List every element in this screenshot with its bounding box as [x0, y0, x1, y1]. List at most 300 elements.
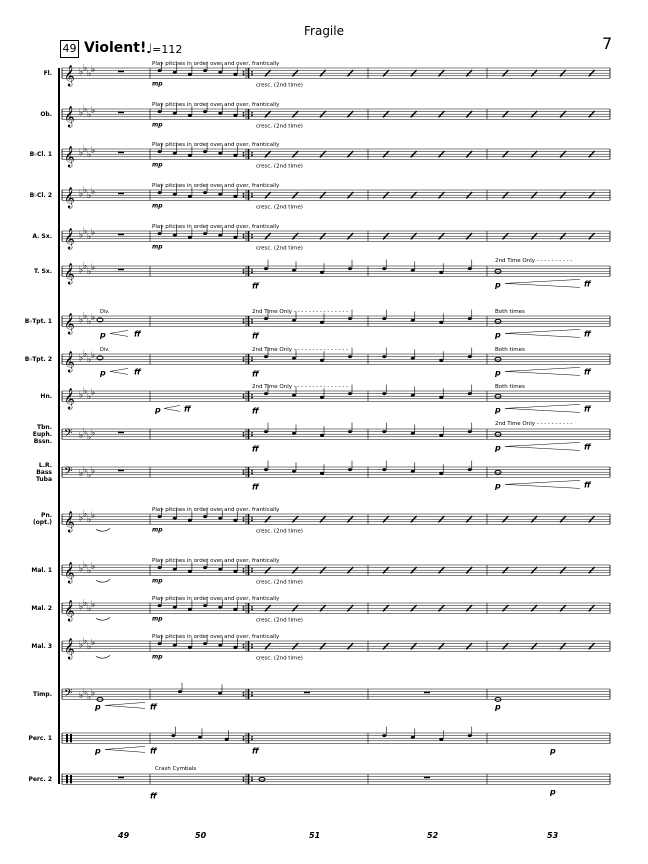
- frantic-note: [158, 515, 162, 518]
- bass-clef-icon: 𝄢: [64, 465, 73, 481]
- repeat-dot: [243, 470, 245, 472]
- treble-clef-icon: 𝄞: [64, 638, 75, 660]
- repeat-dot: [251, 322, 253, 324]
- frantic-note: [173, 568, 177, 571]
- staff-label: Perc. 1: [28, 734, 52, 742]
- whole-rest: [118, 269, 124, 271]
- dynamic-ff: ff: [252, 746, 259, 756]
- dynamic-ff: ff: [150, 791, 157, 801]
- flat-icon: ♭: [91, 351, 96, 361]
- repeat-dot: [251, 71, 253, 73]
- accented-note: [382, 267, 386, 270]
- repeat-dot: [243, 155, 245, 157]
- whole-rest: [118, 112, 124, 114]
- perc-note: [439, 738, 443, 741]
- frantic-note: [203, 69, 207, 72]
- dynamic-ff: ff: [252, 482, 259, 492]
- staff-16: [62, 733, 610, 743]
- flat-icon: ♭: [87, 149, 92, 160]
- repeat-dot: [243, 397, 245, 399]
- dynamic-ff: ff: [584, 480, 591, 490]
- repeat-dot: [243, 644, 245, 646]
- repeat-dot: [251, 692, 253, 694]
- dynamic-p: p: [495, 443, 501, 453]
- second-time-only-annotation: 2nd Time Only - - - - - - - - - -: [495, 421, 573, 427]
- accented-note: [382, 468, 386, 471]
- crescendo-hairpin: [505, 442, 580, 450]
- flat-icon: ♭: [79, 148, 84, 159]
- frantic-note: [188, 195, 192, 198]
- flat-icon: ♭: [87, 354, 92, 365]
- flat-icon: ♭: [91, 688, 96, 699]
- accented-note: [264, 430, 268, 433]
- crescendo-hairpin: [164, 405, 180, 411]
- play-pitches-annotation: Play pitches in order over and over, frantically: [152, 558, 280, 564]
- perc-note: [382, 734, 386, 737]
- flat-icon: ♭: [83, 598, 88, 609]
- frantic-note: [173, 112, 177, 115]
- staff-8: [62, 387, 610, 410]
- accented-note: [348, 430, 352, 433]
- repeat-dot: [243, 473, 245, 475]
- flat-icon: ♭: [91, 313, 96, 323]
- repeat-dot: [251, 234, 253, 236]
- staff-label: Timp.: [33, 690, 52, 698]
- repeat-dot: [251, 432, 253, 434]
- dynamic-p: p: [495, 702, 501, 712]
- flat-icon: ♭: [87, 391, 92, 402]
- frantic-note: [218, 71, 222, 74]
- staff-3: [62, 186, 610, 209]
- staff-label: B♭Cl. 2: [29, 191, 52, 199]
- accented-note: [439, 434, 443, 437]
- repeat-dot: [243, 435, 245, 437]
- flat-icon: ♭: [79, 108, 84, 119]
- frantic-note: [188, 236, 192, 239]
- staff-label: B♭Tpt. 1: [24, 317, 52, 325]
- repeat-dot: [243, 606, 245, 608]
- repeat-dot: [243, 736, 245, 738]
- repeat-dot: [243, 568, 245, 570]
- accented-note: [382, 430, 386, 433]
- frantic-note: [188, 608, 192, 611]
- accented-note: [468, 317, 472, 320]
- dynamic-mp: mp: [152, 243, 163, 251]
- frantic-note: [158, 150, 162, 153]
- dynamic-p: p: [95, 746, 101, 756]
- dynamic-ff: ff: [252, 406, 259, 416]
- flat-icon: ♭: [87, 266, 92, 277]
- flat-icon: ♭: [83, 226, 88, 237]
- repeat-dot: [251, 193, 253, 195]
- measure-number: 49: [118, 831, 130, 840]
- crescendo-hairpin: [110, 330, 128, 336]
- flat-icon: ♭: [83, 560, 88, 571]
- accented-note: [468, 430, 472, 433]
- frantic-note: [173, 193, 177, 196]
- repeat-dot: [251, 397, 253, 399]
- play-pitches-annotation: Play pitches in order over and over, frantically: [152, 61, 280, 67]
- play-pitches-annotation: Play pitches in order over and over, frantically: [152, 596, 280, 602]
- play-pitches-annotation: Play pitches in order over and over, frantically: [152, 183, 280, 189]
- dynamic-mp: mp: [152, 577, 163, 585]
- accented-note: [439, 321, 443, 324]
- frantic-note: [158, 642, 162, 645]
- frantic-note: [173, 517, 177, 520]
- flat-icon: ♭: [91, 428, 96, 439]
- treble-clef-icon: 𝄞: [64, 146, 75, 168]
- treble-clef-icon: 𝄞: [64, 600, 75, 622]
- frantic-note: [188, 73, 192, 76]
- dynamic-mp: mp: [152, 161, 163, 169]
- flat-icon: ♭: [79, 513, 84, 524]
- flat-icon: ♭: [87, 565, 92, 576]
- flat-icon: ♭: [79, 353, 84, 364]
- flat-icon: ♭: [91, 146, 96, 156]
- staff-label: T. Sx.: [33, 267, 52, 275]
- accented-note: [292, 357, 296, 360]
- accented-note: [348, 392, 352, 395]
- frantic-note: [188, 570, 192, 573]
- dynamic-ff: ff: [584, 329, 591, 339]
- repeat-dot: [243, 360, 245, 362]
- accented-note: [264, 317, 268, 320]
- dynamic-p: p: [495, 280, 501, 290]
- flat-icon: ♭: [91, 228, 96, 238]
- flat-icon: ♭: [91, 466, 96, 477]
- whole-rest: [424, 692, 430, 694]
- repeat-dot: [251, 196, 253, 198]
- accented-note: [320, 271, 324, 274]
- repeat-dot: [243, 609, 245, 611]
- flat-icon: ♭: [79, 315, 84, 326]
- accented-note: [320, 359, 324, 362]
- cresc-annotation: cresc. (2nd time): [256, 579, 303, 586]
- flat-icon: ♭: [83, 144, 88, 155]
- percussion-clef-icon: [70, 775, 72, 783]
- staff-10: [62, 465, 610, 480]
- second-time-only-annotation: 2nd Time Only - - - - - - - - - - - - - - -: [252, 384, 349, 390]
- flat-icon: ♭: [91, 65, 96, 75]
- cresc-annotation: cresc. (2nd time): [256, 528, 303, 535]
- staff-label: Ob.: [40, 110, 52, 118]
- frantic-note: [203, 566, 207, 569]
- crescendo-hairpin: [505, 404, 580, 412]
- tie: [96, 579, 110, 582]
- dynamic-ff: ff: [252, 281, 259, 291]
- cresc-annotation: cresc. (2nd time): [256, 82, 303, 89]
- frantic-note: [203, 191, 207, 194]
- staff-17: [62, 774, 610, 784]
- repeat-dot: [251, 272, 253, 274]
- staff-label: L.R. Bass Tuba: [35, 461, 52, 483]
- frantic-note: [218, 152, 222, 155]
- both-times-annotation: Both times: [495, 347, 525, 353]
- repeat-dot: [243, 152, 245, 154]
- staff-14: [62, 637, 610, 660]
- dynamic-mp: mp: [152, 653, 163, 661]
- flat-icon: ♭: [91, 263, 96, 273]
- staff-label: Fl.: [43, 69, 52, 77]
- treble-clef-icon: 𝄞: [64, 313, 75, 335]
- accented-note: [439, 472, 443, 475]
- flat-icon: ♭: [87, 692, 92, 703]
- frantic-note: [233, 519, 237, 522]
- whole-rest: [118, 193, 124, 195]
- frantic-note: [218, 234, 222, 237]
- accented-note: [382, 392, 386, 395]
- repeat-dot: [251, 609, 253, 611]
- flat-icon: ♭: [79, 67, 84, 78]
- repeat-dot: [243, 319, 245, 321]
- frantic-note: [233, 154, 237, 157]
- flat-icon: ♭: [83, 386, 88, 397]
- frantic-note: [158, 232, 162, 235]
- repeat-dot: [251, 112, 253, 114]
- bass-clef-icon: 𝄢: [64, 687, 73, 703]
- flat-icon: ♭: [87, 231, 92, 242]
- perc-note: [411, 736, 415, 739]
- repeat-dot: [251, 777, 253, 779]
- perc-note: [171, 734, 175, 737]
- frantic-note: [203, 604, 207, 607]
- crescendo-hairpin: [505, 329, 580, 337]
- dynamic-ff: ff: [252, 331, 259, 341]
- flat-icon: ♭: [79, 390, 84, 401]
- dynamic-p: p: [495, 368, 501, 378]
- flat-icon: ♭: [83, 349, 88, 360]
- accented-note: [264, 468, 268, 471]
- repeat-dot: [251, 473, 253, 475]
- staff-label: Hn.: [40, 392, 52, 400]
- dynamic-ff: ff: [134, 329, 141, 339]
- staff-label: Mal. 3: [31, 642, 52, 650]
- play-pitches-annotation: Play pitches in order over and over, frantically: [152, 224, 280, 230]
- bass-clef-icon: 𝄢: [64, 427, 73, 443]
- repeat-dot: [243, 196, 245, 198]
- both-times-annotation: Both times: [495, 384, 525, 390]
- frantic-note: [173, 152, 177, 155]
- repeat-dot: [251, 644, 253, 646]
- repeat-dot: [243, 394, 245, 396]
- frantic-note: [188, 519, 192, 522]
- crescendo-hairpin: [105, 702, 145, 708]
- accented-note: [320, 434, 324, 437]
- dynamic-p: p: [550, 746, 556, 756]
- frantic-note: [188, 154, 192, 157]
- frantic-note: [233, 646, 237, 649]
- staff-label: Mal. 1: [31, 566, 52, 574]
- repeat-dot: [243, 695, 245, 697]
- cresc-annotation: cresc. (2nd time): [256, 245, 303, 252]
- dynamic-ff: ff: [584, 279, 591, 289]
- treble-clef-icon: 𝄞: [64, 65, 75, 87]
- percussion-clef-icon: [66, 775, 68, 783]
- flat-icon: ♭: [91, 388, 96, 398]
- repeat-dot: [243, 71, 245, 73]
- frantic-note: [158, 604, 162, 607]
- repeat-dot: [243, 780, 245, 782]
- repeat-dot: [243, 517, 245, 519]
- flat-icon: ♭: [79, 189, 84, 200]
- crash-cymbals-annotation: Crash Cymbals: [155, 766, 197, 772]
- frantic-note: [203, 150, 207, 153]
- play-pitches-annotation: Play pitches in order over and over, frantically: [152, 634, 280, 640]
- dynamic-mp: mp: [152, 121, 163, 129]
- repeat-dot: [243, 777, 245, 779]
- staff-0: [62, 64, 610, 87]
- repeat-dot: [251, 360, 253, 362]
- frantic-note: [158, 110, 162, 113]
- dynamic-p: p: [495, 330, 501, 340]
- dynamic-mp: mp: [152, 80, 163, 88]
- flat-icon: ♭: [79, 230, 84, 241]
- flat-icon: ♭: [91, 187, 96, 197]
- flat-icon: ♭: [87, 470, 92, 481]
- staff-12: [62, 561, 610, 584]
- repeat-dot: [251, 237, 253, 239]
- accented-note: [292, 470, 296, 473]
- tempo-word: Violent!: [84, 40, 147, 56]
- treble-clef-icon: 𝄞: [64, 562, 75, 584]
- dynamic-p: p: [95, 702, 101, 712]
- tempo-value: =112: [152, 43, 183, 56]
- dynamic-p: p: [495, 481, 501, 491]
- second-time-only-annotation: 2nd Time Only - - - - - - - - - -: [495, 258, 573, 264]
- frantic-note: [188, 646, 192, 649]
- frantic-note: [173, 644, 177, 647]
- div-annotation: Div.: [100, 309, 110, 315]
- measure-number: 52: [427, 831, 439, 840]
- dynamic-p: p: [100, 330, 106, 340]
- timpani-note: [178, 690, 182, 693]
- accented-note: [439, 359, 443, 362]
- dynamic-p: p: [155, 405, 161, 415]
- repeat-dot: [251, 115, 253, 117]
- frantic-note: [218, 644, 222, 647]
- treble-clef-icon: 𝄞: [64, 388, 75, 410]
- frantic-note: [173, 234, 177, 237]
- flat-icon: ♭: [79, 564, 84, 575]
- repeat-dot: [243, 432, 245, 434]
- staff-label: Perc. 2: [28, 775, 52, 783]
- repeat-dot: [251, 517, 253, 519]
- dynamic-ff: ff: [584, 442, 591, 452]
- repeat-dot: [243, 272, 245, 274]
- dynamic-ff: ff: [252, 369, 259, 379]
- dynamic-mp: mp: [152, 615, 163, 623]
- perc-note: [198, 736, 202, 739]
- repeat-dot: [251, 269, 253, 271]
- accented-note: [411, 357, 415, 360]
- flat-icon: ♭: [83, 509, 88, 520]
- repeat-dot: [251, 319, 253, 321]
- cresc-annotation: cresc. (2nd time): [256, 617, 303, 624]
- flat-icon: ♭: [83, 311, 88, 322]
- flat-icon: ♭: [87, 68, 92, 79]
- repeat-dot: [251, 647, 253, 649]
- accented-note: [468, 392, 472, 395]
- flat-icon: ♭: [87, 432, 92, 443]
- accented-note: [468, 267, 472, 270]
- repeat-dot: [243, 193, 245, 195]
- cresc-annotation: cresc. (2nd time): [256, 655, 303, 662]
- flat-icon: ♭: [79, 431, 84, 442]
- flat-icon: ♭: [79, 469, 84, 480]
- flat-icon: ♭: [87, 109, 92, 120]
- frantic-note: [188, 114, 192, 117]
- frantic-note: [233, 608, 237, 611]
- repeat-dot: [243, 115, 245, 117]
- flat-icon: ♭: [83, 636, 88, 647]
- staff-11: [62, 510, 610, 533]
- frantic-note: [233, 236, 237, 239]
- dynamic-ff: ff: [150, 746, 157, 756]
- repeat-dot: [251, 470, 253, 472]
- staff-6: [62, 312, 610, 335]
- accented-note: [320, 396, 324, 399]
- flat-icon: ♭: [91, 511, 96, 521]
- flat-icon: ♭: [83, 261, 88, 272]
- flat-icon: ♭: [79, 265, 84, 276]
- flat-icon: ♭: [83, 687, 88, 698]
- accented-note: [411, 432, 415, 435]
- flat-icon: ♭: [87, 641, 92, 652]
- treble-clef-icon: 𝄞: [64, 106, 75, 128]
- repeat-dot: [243, 647, 245, 649]
- flat-icon: ♭: [79, 691, 84, 702]
- measure-number: 53: [547, 831, 559, 840]
- flat-icon: ♭: [91, 562, 96, 572]
- staff-15: [62, 687, 610, 702]
- tie: [96, 655, 110, 658]
- staff-9: [62, 427, 610, 442]
- whole-rest: [424, 777, 430, 779]
- repeat-dot: [243, 520, 245, 522]
- repeat-dot: [251, 739, 253, 741]
- whole-rest: [118, 71, 124, 73]
- repeat-dot: [243, 269, 245, 271]
- div-annotation: Div.: [100, 347, 110, 353]
- repeat-dot: [251, 695, 253, 697]
- repeat-dot: [243, 571, 245, 573]
- frantic-note: [218, 568, 222, 571]
- timpani-note: [218, 692, 222, 695]
- flat-icon: ♭: [79, 640, 84, 651]
- whole-rest: [118, 777, 124, 779]
- percussion-clef-icon: [70, 734, 72, 742]
- repeat-dot: [251, 736, 253, 738]
- both-times-annotation: Both times: [495, 309, 525, 315]
- accented-note: [411, 269, 415, 272]
- frantic-note: [218, 112, 222, 115]
- dynamic-ff: ff: [134, 367, 141, 377]
- frantic-note: [233, 570, 237, 573]
- staff-5: [62, 262, 610, 285]
- measure-number: 50: [195, 831, 207, 840]
- perc-note: [225, 738, 229, 741]
- accented-note: [411, 319, 415, 322]
- dynamic-mp: mp: [152, 526, 163, 534]
- repeat-dot: [251, 394, 253, 396]
- staff-label: B♭Tpt. 2: [24, 355, 52, 363]
- dynamic-ff: ff: [252, 444, 259, 454]
- accented-note: [348, 468, 352, 471]
- crescendo-hairpin: [110, 368, 128, 374]
- repeat-dot: [251, 357, 253, 359]
- treble-clef-icon: 𝄞: [64, 187, 75, 209]
- repeat-dot: [251, 780, 253, 782]
